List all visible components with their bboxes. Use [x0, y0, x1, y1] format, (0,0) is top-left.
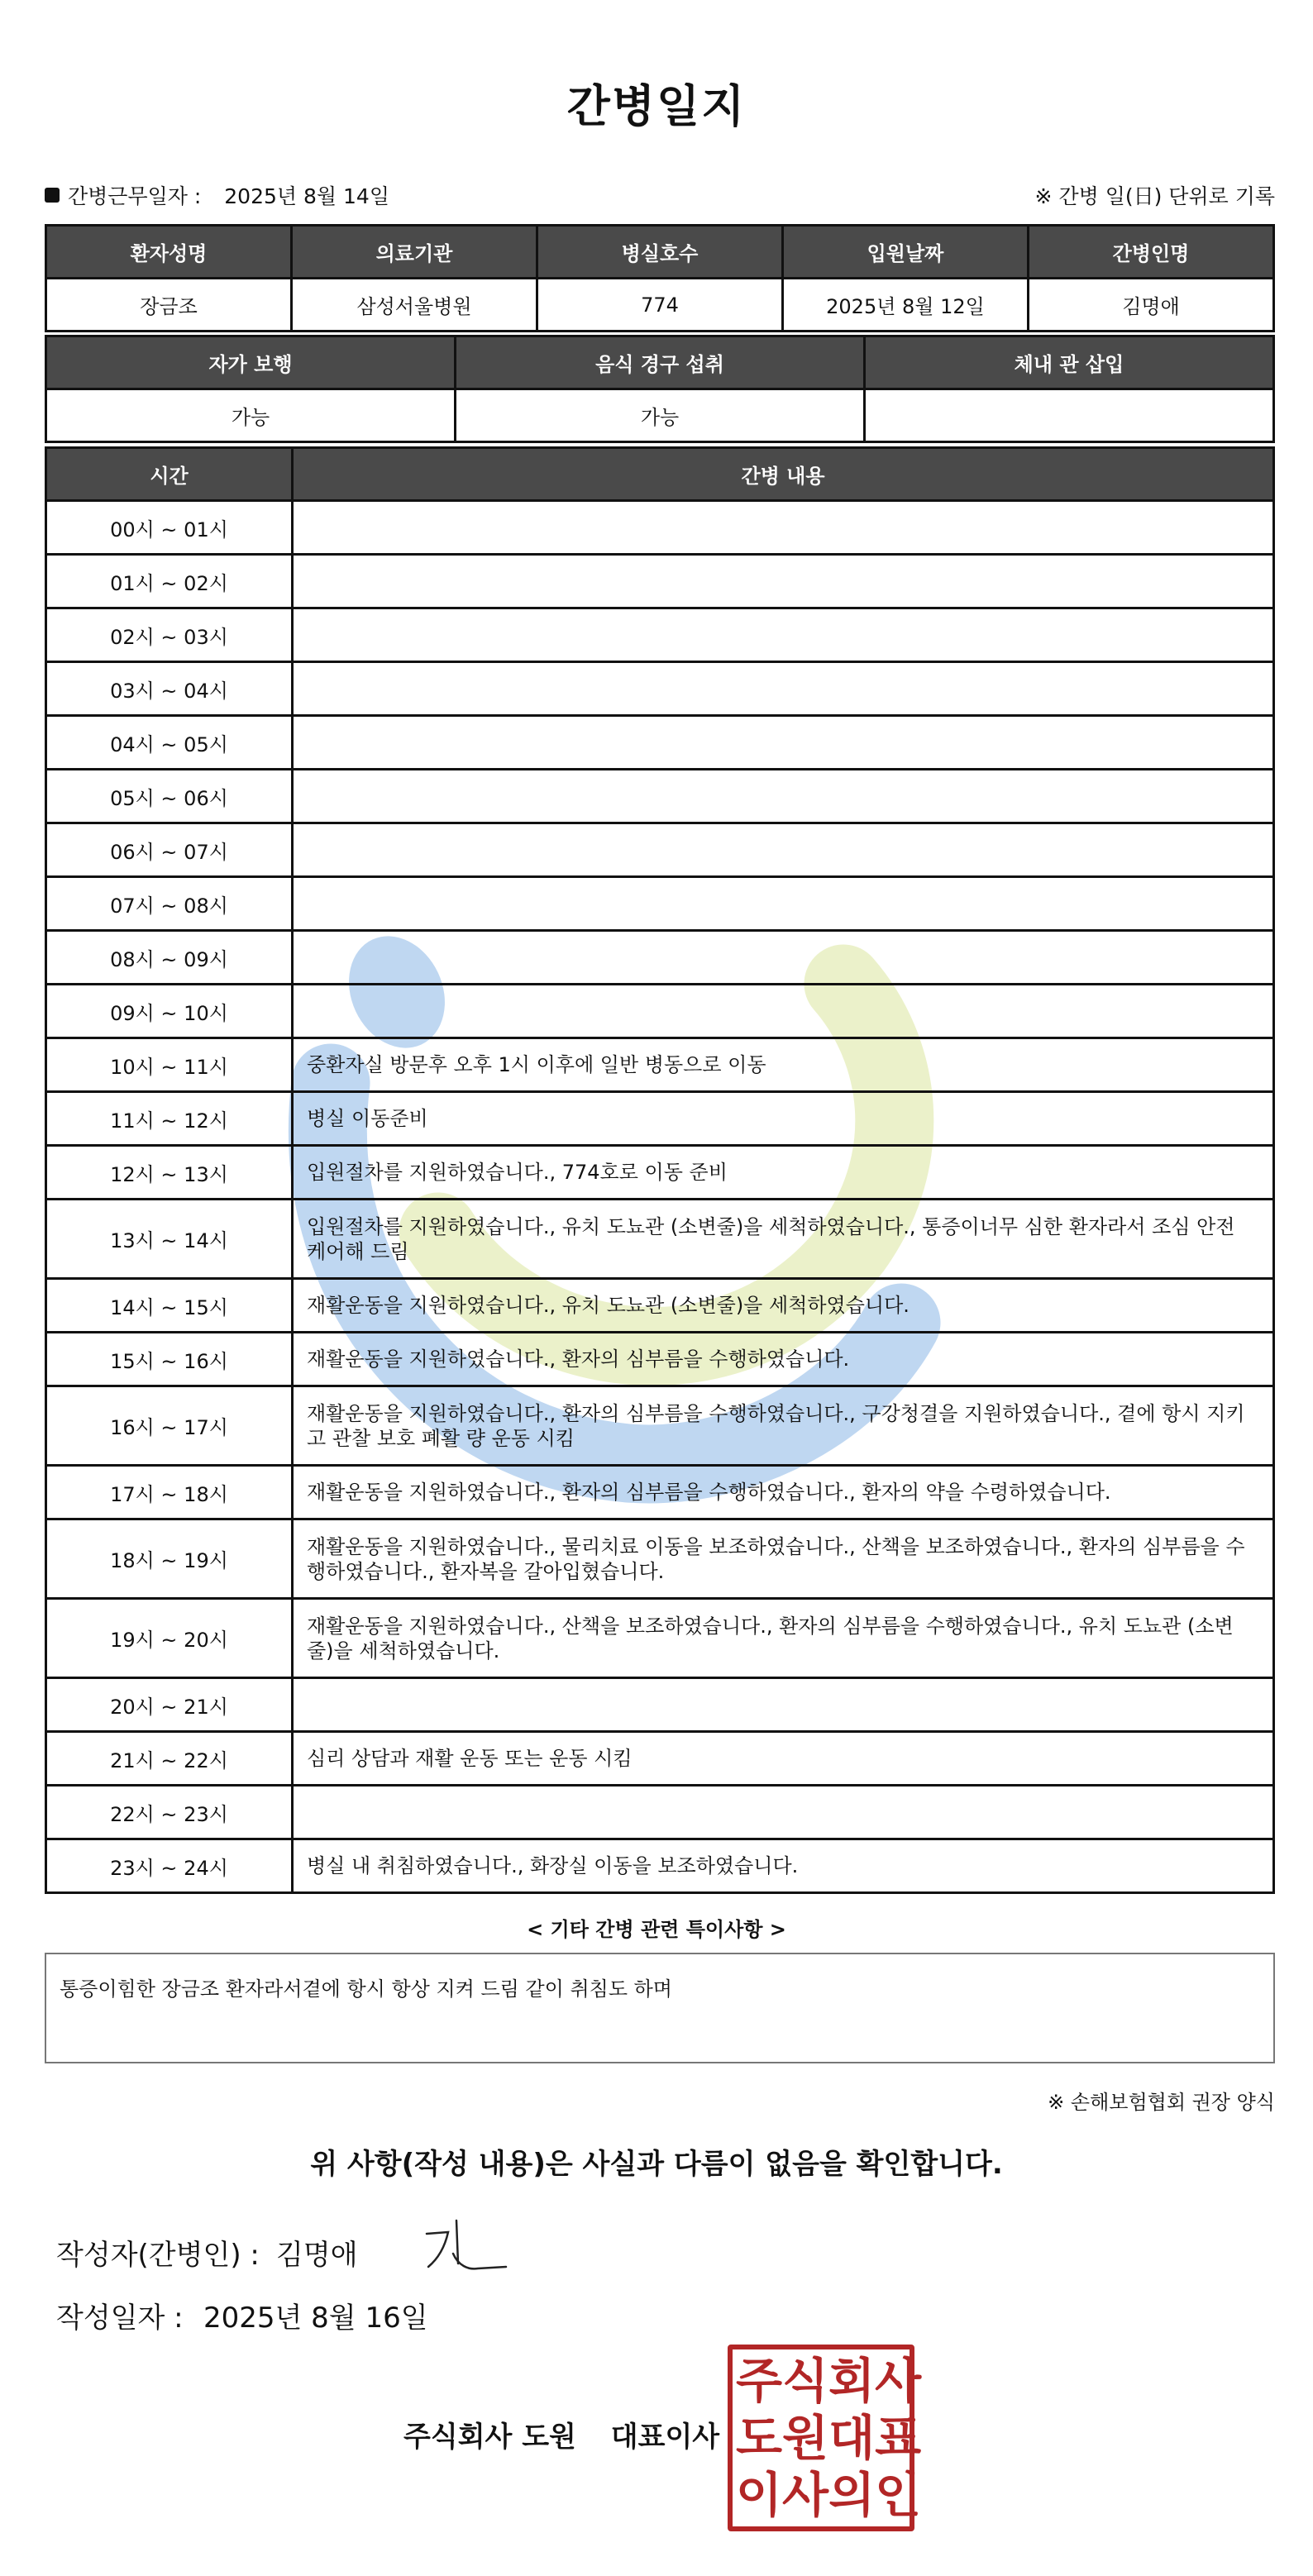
admission-date: 2025년 8월 12일 — [783, 279, 1029, 332]
content-cell — [293, 662, 1274, 716]
ability-table — [45, 335, 1275, 443]
time-cell: 13시 ~ 14시 — [46, 1200, 293, 1279]
time-cell: 00시 ~ 01시 — [46, 501, 293, 555]
content-cell — [293, 555, 1274, 608]
writer-label: 작성자(간병인) : — [56, 2239, 260, 2272]
seal-glyph: 사 — [782, 2466, 829, 2523]
header-room-number: 병실호수 — [537, 226, 783, 279]
header-care-content: 간병 내용 — [293, 448, 1274, 501]
content-cell — [293, 985, 1274, 1038]
seal-glyph: 주 — [736, 2353, 783, 2410]
work-date-label: 간병근무일자 : — [68, 184, 202, 208]
table-row — [46, 555, 1274, 608]
company-ceo-title: 대표이사 — [610, 2421, 720, 2454]
content-cell: 중환자실 방문후 오후 1시 이후에 일반 병동으로 이동 — [293, 1038, 1274, 1092]
content-cell — [293, 877, 1274, 931]
content-cell: 재활운동을 지원하였습니다., 산책을 보조하였습니다., 환자의 심부름을 수행하였습니다., 유치 도뇨관 (소변줄)을 세척하였습니다. — [293, 1599, 1274, 1678]
time-cell: 04시 ~ 05시 — [46, 716, 293, 770]
table-row — [46, 716, 1274, 770]
content-cell: 재활운동을 지원하였습니다., 환자의 심부름을 수행하였습니다. — [293, 1333, 1274, 1386]
patient-name: 장금조 — [46, 279, 292, 332]
institution: 삼성서울병원 — [292, 279, 537, 332]
work-date — [45, 180, 389, 210]
table-row — [46, 1200, 1274, 1279]
content-cell: 심리 상담과 재활 운동 또는 운동 시킴 — [293, 1732, 1274, 1786]
daily-record-note: ※ 간병 일(日) 단위로 기록 — [1034, 184, 1275, 208]
table-row — [46, 1519, 1274, 1599]
time-cell: 15시 ~ 16시 — [46, 1333, 293, 1386]
table-row — [46, 931, 1274, 985]
time-cell: 14시 ~ 15시 — [46, 1279, 293, 1333]
table-row — [46, 1732, 1274, 1786]
company-line — [403, 2414, 719, 2454]
time-cell: 03시 ~ 04시 — [46, 662, 293, 716]
content-cell — [293, 608, 1274, 662]
writer-line — [56, 2232, 358, 2273]
seal-glyph: 대 — [828, 2409, 876, 2466]
company-seal — [728, 2345, 922, 2531]
content-cell — [293, 716, 1274, 770]
time-cell: 06시 ~ 07시 — [46, 823, 293, 877]
seal-glyph: 원 — [782, 2409, 829, 2466]
work-date-value: 2025년 8월 14일 — [224, 184, 389, 208]
time-cell: 11시 ~ 12시 — [46, 1092, 293, 1146]
time-cell: 23시 ~ 24시 — [46, 1839, 293, 1893]
oral-intake: 가능 — [456, 389, 865, 442]
table-row — [46, 1599, 1274, 1678]
written-date-value: 2025년 8월 16일 — [203, 2302, 428, 2335]
table-row — [46, 1092, 1274, 1146]
tube-insertion — [865, 389, 1274, 442]
schedule-header-row — [46, 448, 1274, 501]
content-cell: 재활운동을 지원하였습니다., 유치 도뇨관 (소변줄)을 세척하였습니다. — [293, 1279, 1274, 1333]
table-row — [46, 1146, 1274, 1200]
seal-grid — [736, 2353, 922, 2523]
time-cell: 20시 ~ 21시 — [46, 1678, 293, 1732]
content-cell — [293, 501, 1274, 555]
written-date-line — [56, 2295, 428, 2335]
table-row — [46, 1038, 1274, 1092]
table-row — [46, 1678, 1274, 1732]
time-cell: 19시 ~ 20시 — [46, 1599, 293, 1678]
content-cell — [293, 823, 1274, 877]
seal-glyph: 이 — [736, 2466, 783, 2523]
table-row — [46, 985, 1274, 1038]
time-cell: 18시 ~ 19시 — [46, 1519, 293, 1599]
content-cell: 병실 내 취침하였습니다., 화장실 이동을 보조하였습니다. — [293, 1839, 1274, 1893]
content-cell: 재활운동을 지원하였습니다., 물리치료 이동을 보조하였습니다., 산책을 보조하였습니다., 환자의 심부름을 수행하였습니다., 환자복을 갈아입혔습니다. — [293, 1519, 1274, 1599]
page-title: 간병일지 — [566, 80, 747, 132]
time-cell: 05시 ~ 06시 — [46, 770, 293, 823]
self-walking: 가능 — [46, 389, 456, 442]
header-time: 시간 — [46, 448, 293, 501]
content-cell — [293, 770, 1274, 823]
time-cell: 10시 ~ 11시 — [46, 1038, 293, 1092]
special-notes-title: < 기타 간병 관련 특이사항 > — [527, 1918, 786, 1941]
content-cell — [293, 1786, 1274, 1839]
table-row — [46, 1466, 1274, 1519]
content-cell: 입원절차를 지원하였습니다., 774호로 이동 준비 — [293, 1146, 1274, 1200]
seal-glyph: 사 — [875, 2353, 922, 2410]
header-patient-name: 환자성명 — [46, 226, 292, 279]
special-notes-box: 통증이힘한 장금조 환자라서곁에 항시 항상 지켜 드림 같이 취침도 하며 — [45, 1953, 1275, 2063]
seal-glyph: 의 — [828, 2466, 876, 2523]
confirmation-statement: 위 사항(작성 내용)은 사실과 다름이 없음을 확인합니다. — [310, 2148, 1003, 2181]
time-cell: 01시 ~ 02시 — [46, 555, 293, 608]
table-row — [46, 1786, 1274, 1839]
time-cell: 08시 ~ 09시 — [46, 931, 293, 985]
table-row — [46, 1839, 1274, 1893]
square-bullet-icon — [45, 188, 60, 203]
time-cell: 16시 ~ 17시 — [46, 1386, 293, 1466]
patient-info-value-row — [46, 279, 1274, 332]
table-row — [46, 877, 1274, 931]
table-row — [46, 1333, 1274, 1386]
content-cell: 재활운동을 지원하였습니다., 환자의 심부름을 수행하였습니다., 구강청결을 지원하였습니다., 곁에 항시 지키고 관찰 보호 폐활 량 운동 시킴 — [293, 1386, 1274, 1466]
content-cell — [293, 931, 1274, 985]
header-caregiver-name: 간병인명 — [1029, 226, 1274, 279]
content-cell — [293, 1678, 1274, 1732]
header-tube-insertion: 체내 관 삽입 — [865, 336, 1274, 389]
time-cell: 12시 ~ 13시 — [46, 1146, 293, 1200]
content-cell: 병실 이동준비 — [293, 1092, 1274, 1146]
handwritten-signature — [420, 2216, 511, 2282]
seal-glyph: 인 — [875, 2466, 922, 2523]
seal-glyph: 식 — [782, 2353, 829, 2410]
room-number: 774 — [537, 279, 783, 332]
table-row — [46, 662, 1274, 716]
meta-row — [45, 180, 1275, 213]
table-row — [46, 501, 1274, 555]
time-cell: 09시 ~ 10시 — [46, 985, 293, 1038]
caregiver-name: 김명애 — [1029, 279, 1274, 332]
care-schedule-table — [45, 446, 1275, 1894]
company-name: 주식회사 도원 — [403, 2421, 576, 2454]
recommend-note: ※ 손해보험협회 권장 양식 — [1048, 2091, 1275, 2114]
header-admission-date: 입원날짜 — [783, 226, 1029, 279]
table-row — [46, 608, 1274, 662]
table-row — [46, 770, 1274, 823]
content-cell: 재활운동을 지원하였습니다., 환자의 심부름을 수행하였습니다., 환자의 약을 수령하였습니다. — [293, 1466, 1274, 1519]
content-cell: 입원절차를 지원하였습니다., 유치 도뇨관 (소변줄)을 세척하였습니다., 통증이너무 심한 환자라서 조심 안전 케어해 드림 — [293, 1200, 1274, 1279]
time-cell: 17시 ~ 18시 — [46, 1466, 293, 1519]
table-row — [46, 823, 1274, 877]
table-row — [46, 1279, 1274, 1333]
header-self-walking: 자가 보행 — [46, 336, 456, 389]
written-date-label: 작성일자 : — [56, 2302, 184, 2335]
writer-name: 김명애 — [276, 2239, 358, 2272]
table-row — [46, 1386, 1274, 1466]
time-cell: 21시 ~ 22시 — [46, 1732, 293, 1786]
patient-info-header-row — [46, 226, 1274, 279]
header-oral-intake: 음식 경구 섭취 — [456, 336, 865, 389]
seal-glyph: 회 — [828, 2353, 876, 2410]
time-cell: 02시 ~ 03시 — [46, 608, 293, 662]
ability-header-row — [46, 336, 1274, 389]
seal-glyph: 도 — [736, 2409, 783, 2466]
time-cell: 22시 ~ 23시 — [46, 1786, 293, 1839]
header-institution: 의료기관 — [292, 226, 537, 279]
time-cell: 07시 ~ 08시 — [46, 877, 293, 931]
seal-glyph: 표 — [875, 2409, 922, 2466]
patient-info-table — [45, 224, 1275, 332]
ability-value-row — [46, 389, 1274, 442]
